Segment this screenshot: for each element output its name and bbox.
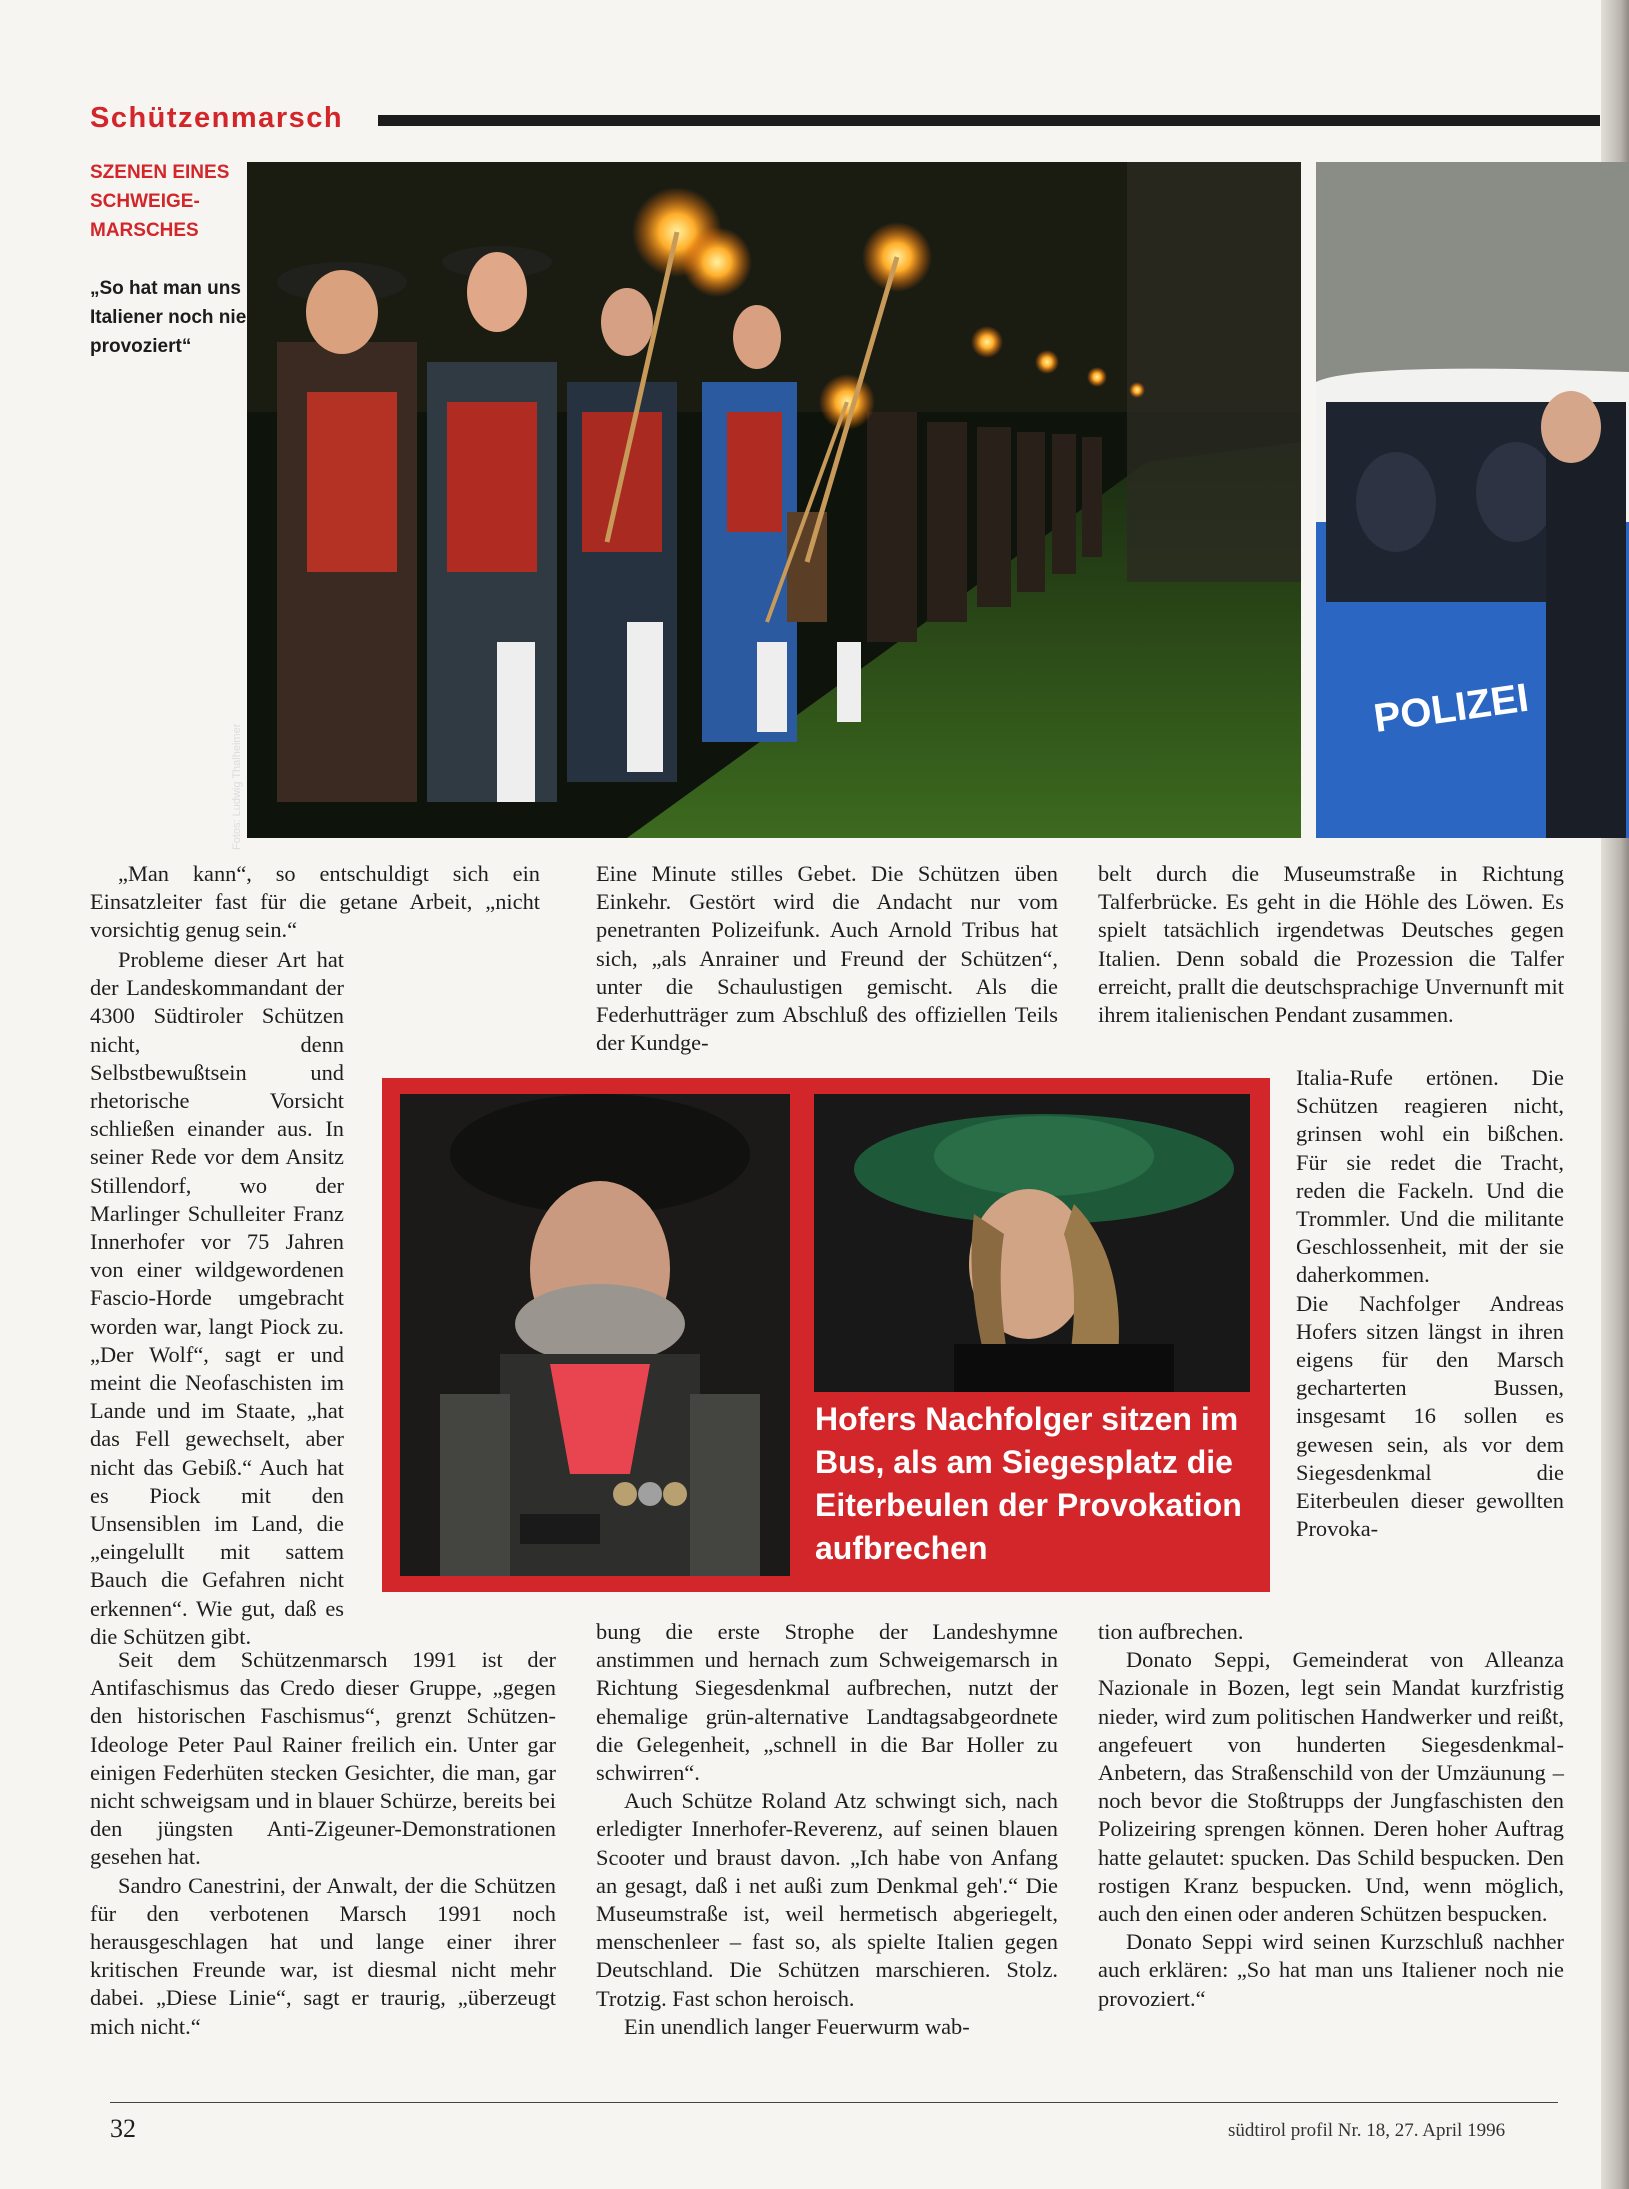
section-title: Schützenmarsch	[90, 102, 344, 134]
van-lettering: POLIZEI	[1371, 675, 1532, 741]
column-3-middle	[1296, 1064, 1564, 1543]
column-2-bottom	[596, 1618, 1058, 2041]
paragraph: Seit dem Schützenmarsch 1991 ist der Antifaschismus das Credo dieser Gruppe, „gegen den historischen Faschismus“, grenzt Schützen-Ideologe Peter Paul Rainer freilich ein. Unter gar einigen Federhüten stecken Gesichter, die man, gar nicht schweigsam und in blauer Schürze, bereits bei den jüngsten Anti-Zigeuner-Demonstrationen gesehen hat.	[90, 1647, 556, 1870]
paragraph: bung die erste Strophe der Landeshymne anstimmen und hernach zum Schweigemarsch in Richtung Siegesdenkmal aufbrechen, nutzt der ehemalige grün-alternative Landtagsabgeordnete die Gelegenheit, „schnell in die Bar Holler zu schwirren“.	[596, 1619, 1058, 1786]
box-headline: Hofers Nachfolger sitzen im Bus, als am Siegesplatz die Eiterbeulen der Provokation aufbrechen	[815, 1401, 1242, 1566]
paragraph: „Man kann“, so entschuldigt sich ein Einsatzleiter fast für die getane Arbeit, „nicht vorsichtig genug sein.“	[90, 861, 540, 943]
column-1-lower	[90, 1646, 556, 2041]
portrait-photo-left	[400, 1094, 790, 1576]
paragraph: Probleme dieser Art hat der Landeskommandant der 4300 Südtiroler Schützen nicht, denn Selbstbewußtsein und rhetorische Vorsicht schließen einander aus. In seiner Rede vor dem Ansitz Stillendorf, wo der Marlinger Schulleiter Franz Innerhofer vor 75 Jahren von einer wildgewordenen Fascio-Horde umgebracht worden war, langt Piock zu. „Der Wolf“, sagt er und meint die Neofaschisten im Lande und im Staate, „hat das Fell gewechselt, aber nicht das Gebiß.“ Auch hat es Piock mit den Unsensiblen im Land, die „eingelullt mit sattem Bauch die Gefahren nicht erkennen“. Wie gut, daß es die Schützen gibt.	[90, 947, 344, 1649]
publication-source: südtirol profil Nr. 18, 27. April 1996	[1228, 2120, 1506, 2141]
paragraph: Auch Schütze Roland Atz schwingt sich, nach erledigter Innerhofer-Reverenz, auf seinen blauen Scooter und braust davon. „Ich habe von Anfang an gesagt, daß i net außi zum Denkmal geh'.“ Die Museumstraße ist, weil hermetisch abgeriegelt, menschenleer – fast so, als spielte Italien gegen Deutschland. Die Schützen marschieren. Stolz. Trotzig. Fast schon heroisch.	[596, 1788, 1058, 2011]
column-1	[90, 860, 540, 945]
pull-quote-box	[382, 1078, 1270, 1592]
paragraph: Eine Minute stilles Gebet. Die Schützen üben Einkehr. Gestört wird die Andacht nur vom penetranten Polizeifunk. Auch Arnold Tribus hat sich, „als Anrainer und Freund der Schützen“, unter die Schaulustigen gemischt. Als die Federhutträger zum Abschluß des offiziellen Teils der Kundge-	[596, 861, 1058, 1056]
paragraph: Donato Seppi, Gemeinderat von Alleanza Nazionale in Bozen, legt sein Mandat kurzfristig nieder, wird zum politischen Handwerker und reißt, angefeuert von hunderten Siegesdenkmal-Anbetern, das Straßenschild von der Umzäunung – noch bevor die Stoßtrupps der Jungfaschisten den Polizeiring sprengen können. Deren hoher Auftrag hatte gelautet: spucken. Das Schild bespucken. Den rostigen Kranz bespucken. Und, wenn möglich, auch den einen oder anderen Schützen bespucken.	[1098, 1647, 1564, 1927]
photo-kicker: SZENEN EINES SCHWEIGE- MARSCHES	[90, 162, 230, 241]
column-1-continued	[90, 946, 344, 1651]
column-3-bottom	[1098, 1618, 1564, 2013]
police-van-photo	[1316, 162, 1629, 838]
paragraph: Italia-Rufe ertönen. Die Schützen reagieren nicht, grinsen wohl ein bißchen. Für sie redet die Tracht, reden die Fackeln. Und die Trommler. Und die militante Geschlossenheit, mit der sie daherkommen.	[1296, 1065, 1564, 1288]
photo-kicker-quote: „So hat man uns Italiener noch nie provoziert“	[90, 278, 247, 357]
photo-credit: Fotos: Ludwig Thalheimer	[231, 723, 243, 850]
section-rule	[378, 115, 1600, 126]
column-2-top	[596, 860, 1058, 1057]
paragraph: Die Nachfolger Andreas Hofers sitzen längst in ihren eigens für den Marsch gecharterten Bussen, insgesamt 16 sollen es gewesen sein, als vor dem Siegesdenkmal die Eiterbeulen dieser gewollten Provoka-	[1296, 1290, 1564, 1542]
footer-rule	[110, 2102, 1558, 2103]
paragraph: Ein unendlich langer Feuerwurm wab-	[624, 2013, 970, 2039]
paragraph: tion aufbrechen.	[1098, 1619, 1244, 1644]
column-3-top	[1098, 860, 1564, 1029]
paragraph: Sandro Canestrini, der Anwalt, der die Schützen für den verbotenen Marsch 1991 noch herausgeschlagen hat und lange einer ihrer kritischen Freunde war, ist diesmal nicht mehr dabei. „Diese Linie“, sagt er traurig, „überzeugt mich nicht.“	[90, 1872, 556, 2039]
page-number: 32	[110, 2114, 136, 2143]
portrait-photo-right	[814, 1094, 1250, 1392]
paragraph: belt durch die Museumstraße in Richtung Talferbrücke. Es geht in die Höhle des Löwen. Es spielt tatsächlich irgendetwas Deutsches gegen Italien. Denn sobald die Prozession die Talfer erreicht, prallt die deutschsprachige Unvernunft mit ihrem italienischen Pendant zusammen.	[1098, 861, 1564, 1028]
march-photo	[247, 162, 1301, 838]
paragraph: Donato Seppi wird seinen Kurzschluß nachher auch erklären: „So hat man uns Italiener noch nie provoziert.“	[1098, 1929, 1564, 2011]
